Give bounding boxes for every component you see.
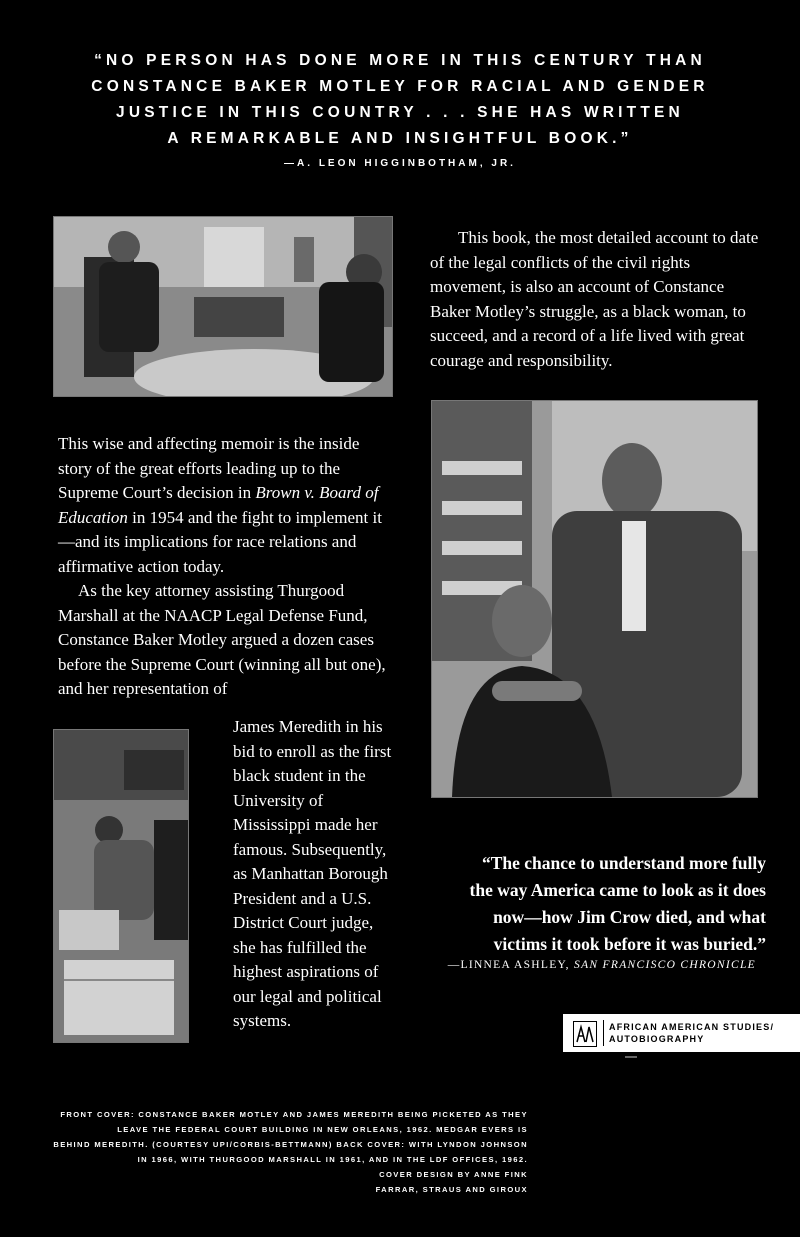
memoir-p1-before: This wise and affecting memoir is the inside story of the great efforts leading up to the Supreme Court’s decision in bbox=[58, 434, 360, 502]
publisher-logo-icon bbox=[573, 1021, 597, 1047]
case-name: Brown v. Board of Education bbox=[58, 483, 379, 527]
credit-line: BEHIND MEREDITH. (COURTESY UPI/CORBIS-BETTMANN) BACK COVER: WITH LYNDON JOHNSON bbox=[53, 1140, 528, 1149]
photo-with-lyndon-johnson bbox=[53, 216, 393, 397]
credit-line: FRONT COVER: CONSTANCE BAKER MOTLEY AND JAMES MEREDITH BEING PICKETED AS THEY bbox=[60, 1110, 528, 1119]
top-quote-attribution: —A. LEON HIGGINBOTHAM, JR. bbox=[284, 158, 516, 169]
credit-line: LEAVE THE FEDERAL COURT BUILDING IN NEW ORLEANS, 1962. MEDGAR EVERS IS bbox=[117, 1125, 528, 1134]
top-quote-line: A REMARKABLE AND INSIGHTFUL BOOK.” bbox=[167, 130, 633, 147]
category-line-2: AUTOBIOGRAPHY bbox=[609, 1034, 705, 1044]
memoir-paragraph-2: As the key attorney assisting Thurgood Marshall at the NAACP Legal Defense Fund, Constance Baker Motley argued a dozen cases before the Supreme Court (winning all but one), and her representation of bbox=[58, 581, 386, 698]
credit-line: COVER DESIGN BY ANNE FINK bbox=[379, 1170, 528, 1179]
photo-in-ldf-offices bbox=[53, 729, 189, 1043]
top-quote-line: JUSTICE IN THIS COUNTRY . . . SHE HAS WRITTEN bbox=[116, 104, 684, 121]
review-quote-line: victims it took before it was buried.” bbox=[493, 934, 766, 954]
review-quote-line: now—how Jim Crow died, and what bbox=[493, 907, 766, 927]
cover-credits bbox=[40, 1107, 528, 1197]
photo-with-thurgood-marshall bbox=[431, 400, 758, 798]
top-quote-line: CONSTANCE BAKER MOTLEY FOR RACIAL AND GENDER bbox=[91, 78, 709, 95]
review-quote-attribution bbox=[416, 959, 756, 971]
category-divider bbox=[603, 1020, 604, 1046]
category-text bbox=[609, 1021, 774, 1045]
review-quote-line: “The chance to understand more fully bbox=[481, 853, 766, 873]
review-quote bbox=[416, 850, 766, 958]
memoir-description bbox=[58, 432, 388, 702]
review-attribution-source: SAN FRANCISCO CHRONICLE bbox=[574, 959, 756, 971]
book-summary-paragraph: This book, the most detailed account to date of the legal conflicts of the civil rights movement, is also an account of Constance Baker Motley’s struggle, as a black woman, to succeed, and a record of a life lived with great courage and responsibility. bbox=[430, 228, 759, 370]
review-quote-line: the way America came to look as it does bbox=[469, 880, 766, 900]
review-attribution-name: —LINNEA ASHLEY, bbox=[447, 959, 575, 971]
barcode-mark bbox=[625, 1056, 637, 1058]
memoir-paragraph-2-continued: James Meredith in his bid to enroll as the first black student in the University of Mississippi made her famous. Subsequently, as Manhattan Borough President and a U.S. District Court judge, she has fulfilled the highest aspirations of our legal and political systems. bbox=[233, 717, 392, 1030]
category-line-1: AFRICAN AMERICAN STUDIES/ bbox=[609, 1022, 775, 1032]
credit-line: IN 1966, WITH THURGOOD MARSHALL IN 1961, AND IN THE LDF OFFICES, 1962. bbox=[137, 1155, 528, 1164]
category-label bbox=[563, 1014, 800, 1052]
top-quote-line: “NO PERSON HAS DONE MORE IN THIS CENTURY THAN bbox=[94, 52, 706, 69]
memoir-paragraph-1 bbox=[58, 432, 388, 579]
publisher-name: FARRAR, STRAUS AND GIROUX bbox=[375, 1185, 528, 1194]
memoir-p1-after: in 1954 and the fight to implement it—and its implications for race relations and affirmative action today. bbox=[58, 507, 382, 576]
top-quote bbox=[30, 48, 770, 152]
